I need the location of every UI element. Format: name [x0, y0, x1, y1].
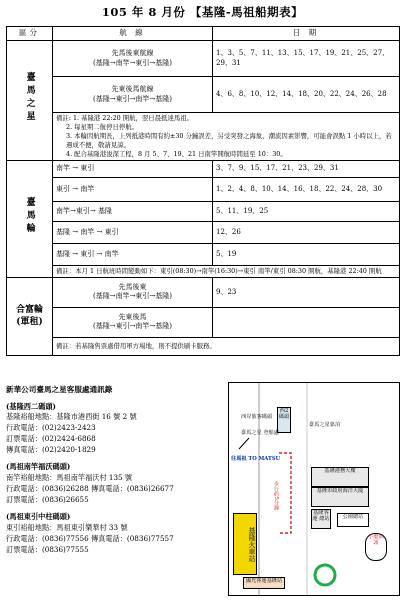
map-sq: 小艇碼頭: [365, 533, 387, 561]
route-cell: 南竿 → 東引: [53, 160, 213, 177]
map-police: 公園總站: [337, 513, 369, 527]
location-map: [228, 382, 400, 596]
table-row: [7, 277, 400, 307]
table-row: [7, 201, 400, 221]
contact-section: (基隆西二碼頭) 基隆裕船地點：基隆市港西街 16 號 2 號 行政電話：(02)2423-2423 訂票電話：(02)2424-6868 傳真電話：(02)2420-1829: [6, 401, 137, 455]
category-hefu: 合富輪 (軍租): [7, 277, 53, 355]
table-row: [7, 243, 400, 265]
map-building: 基隆港務大樓: [311, 467, 369, 487]
map-star-ship: 臺馬之星靠泊: [309, 422, 341, 428]
dates-cell: 5、11、19、25: [213, 201, 400, 221]
route-cell: 先馬後東 (基隆→南竿→東引→基隆): [53, 277, 213, 307]
dates-cell: 12、26: [213, 221, 400, 243]
notes-row: [7, 265, 400, 277]
table-row: [7, 160, 400, 177]
header-dates: 日 期: [213, 27, 400, 41]
table-header-row: [7, 27, 400, 41]
map-bus: 基隆客運 總站: [311, 509, 331, 529]
route-cell: 先東後馬 (基隆→東引→南竿→基隆): [53, 307, 213, 337]
contact-heading: 新華公司臺馬之星客服處通訊錄: [6, 385, 113, 394]
dates-cell: 4、6、8、10、12、14、18、20、22、24、26、28: [213, 77, 400, 113]
map-walk: 步行約5分鐘: [273, 481, 279, 511]
table-row: [7, 307, 400, 337]
route-cell: 先東後馬航線 (基隆→東引→南竿→基隆): [53, 77, 213, 113]
map-building: 基隆市政府海洋大廈: [311, 487, 369, 507]
contact-list: [6, 384, 231, 556]
page-title: 105 年 8 月份 【基隆-馬祖船期表】: [101, 5, 304, 19]
table-row: [7, 41, 400, 77]
map-station: 基隆火車站: [233, 513, 257, 575]
map-west-terminal: 西岸旅客碼頭: [241, 414, 273, 420]
dates-cell: 9、23: [213, 277, 400, 307]
route-cell: 東引 → 南竿: [53, 177, 213, 201]
map-pier: 西2碼頭: [277, 407, 291, 433]
notes-row: [7, 113, 400, 161]
notes-cell: 備註: 1. 基隆港 22:20 開航，翌日晨抵達馬祖。 2. 每星期二航停日停航。 3. 本輪因航期長，上列抵港時間有約±30 分鐘誤差，另受突發之海象、潮流因素影響，可能會誤點 1 小時以上，若遇成不便，敬請見諒。 4. 配合基隆港浚深工程，8 月 5、7、19、21 日南竿開航時間延至 10：30。: [53, 113, 400, 161]
route-cell: 南竿→東引→ 基隆: [53, 201, 213, 221]
dates-cell: 5、19: [213, 243, 400, 265]
notes-row: [7, 337, 400, 355]
table-row: [7, 77, 400, 113]
table-row: [7, 221, 400, 243]
contact-section: (馬祖東引中柱碼頭) 東引裕船地點：馬祖東引樂華村 33 號 行政電話：(0836)77556 傳真電話：(0836)77557 訂票電話：(0836)77555: [6, 511, 174, 554]
contact-section: (馬祖南竿福沃碼頭) 南竿裕船地點：馬祖南竿福沃村 135 號 行政電話：(0836)26288 傳真電話：(0836)26677 訂票電話：(0836)26655: [6, 462, 174, 505]
dates-cell: 1、2、4、8、10、14、16、18、22、24、28、30: [213, 177, 400, 201]
schedule-table: [6, 26, 400, 356]
category-lun: 臺馬輪: [7, 160, 53, 277]
table-row: [7, 177, 400, 201]
dates-cell: [213, 307, 400, 337]
map-hotel: 國光客運基隆站: [243, 577, 285, 589]
route-cell: 基隆 → 東引 → 南竿: [53, 243, 213, 265]
map-to-matsu: 往馬祖 TO MATSU: [231, 456, 281, 462]
category-star: 臺馬之星: [7, 41, 53, 161]
map-star-terminal: 臺馬之星 登船處: [241, 430, 279, 436]
dates-cell: 3、7、9、15、17、21、23、29、31: [213, 160, 400, 177]
notes-cell: 備註：若基隆售票處借用軍方場地，則不提供刷卡服務。: [53, 337, 400, 355]
notes-cell: 備註：本月 1 日航班時間變動如下：東引(08:30)→南竿(16:30)→東引 南竿/東引 08:30 開航，基隆港 22:40 開航: [53, 265, 400, 277]
route-cell: 先馬後東航線 (基隆→南竿→東引→基隆): [53, 41, 213, 77]
header-category: 區分: [7, 27, 53, 41]
route-cell: 基隆 → 南竿 → 東引: [53, 221, 213, 243]
dates-cell: 1、3、5、7、11、13、15、17、19、21、25、27、29、31: [213, 41, 400, 77]
header-route: 航 線: [53, 27, 213, 41]
